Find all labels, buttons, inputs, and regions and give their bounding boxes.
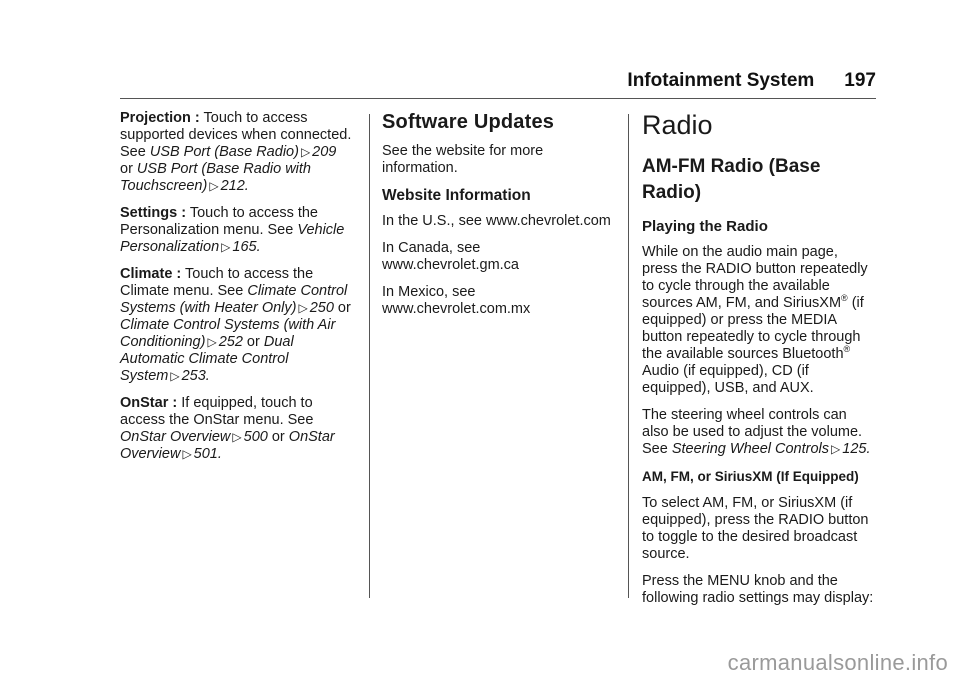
arrow-right-icon: ▷ xyxy=(209,179,219,193)
or-text: or xyxy=(242,334,264,350)
radio-heading: Radio xyxy=(642,110,713,140)
vehicle-personalization-page[interactable]: 165. xyxy=(232,239,261,255)
select-source-text: To select AM, FM, or SiriusXM (if equipped), press the RADIO button to toggle to the desired broadcast source. xyxy=(642,495,869,562)
playing-radio-heading: Playing the Radio xyxy=(642,218,768,235)
onstar-overview-link-2[interactable]: OnStar Overview xyxy=(120,429,335,462)
arrow-right-icon: ▷ xyxy=(207,335,217,349)
dual-climate-page[interactable]: 253. xyxy=(181,368,210,384)
climate-heater-link[interactable]: Climate Control Systems (with Heater Only) xyxy=(120,283,348,316)
onstar-overview-page[interactable]: 500 xyxy=(243,429,268,445)
arrow-right-icon: ▷ xyxy=(300,145,311,159)
arrow-right-icon: ▷ xyxy=(831,442,841,456)
settings-text: Touch to access the Personalization menu. See xyxy=(120,205,319,238)
menu-knob-text: Press the MENU knob and the following radio settings may display: xyxy=(642,573,874,606)
playing-radio-text-b: (if equipped) or press the MEDIA button repeatedly to cycle through the available sources Bluetooth xyxy=(642,295,864,362)
am-fm-sirius-label: AM, FM, or SiriusXM (If Equipped) xyxy=(642,469,859,484)
projection-text: Touch to access supported devices when connected. See xyxy=(120,110,352,160)
climate-text: Touch to access the Climate menu. See xyxy=(120,266,314,299)
page-number: 197 xyxy=(844,70,876,91)
am-fm-heading: AM-FM Radio (Base Radio) xyxy=(642,156,821,203)
playing-radio-text xyxy=(642,244,876,397)
vehicle-personalization-link[interactable]: Vehicle Personalization xyxy=(120,222,345,255)
onstar-label: OnStar : xyxy=(120,395,178,411)
column-3 xyxy=(642,110,876,617)
column-divider-2 xyxy=(628,114,629,598)
software-intro: See the website for more information. xyxy=(382,143,544,176)
playing-radio-text-a: While on the audio main page, press the RADIO button repeatedly to cycle through the available sources AM, FM, and SiriusXM xyxy=(642,244,868,311)
or-text: or xyxy=(333,300,351,316)
website-info-heading: Website Information xyxy=(382,187,531,204)
climate-heater-page[interactable]: 250 xyxy=(309,300,334,316)
usb-port-link[interactable]: USB Port (Base Radio) xyxy=(149,144,299,160)
projection-entry xyxy=(120,110,358,195)
onstar-overview-page-2[interactable]: 501. xyxy=(193,446,222,462)
steering-wheel-controls-link[interactable]: Steering Wheel Controls xyxy=(671,441,830,457)
onstar-overview-link[interactable]: OnStar Overview xyxy=(120,429,231,445)
settings-entry xyxy=(120,205,358,256)
section-title: Infotainment System xyxy=(627,70,815,91)
usb-port-page[interactable]: 209 xyxy=(312,144,337,160)
column-1 xyxy=(120,110,358,473)
column-divider-1 xyxy=(369,114,370,598)
header-rule xyxy=(120,98,876,99)
steering-text: The steering wheel controls can also be used to adjust the volume. See xyxy=(642,407,863,457)
onstar-text: If equipped, touch to access the OnStar menu. See xyxy=(120,395,314,428)
projection-label: Projection : xyxy=(120,110,200,126)
climate-label: Climate : xyxy=(120,266,182,282)
column-2 xyxy=(382,110,614,328)
software-updates-heading: Software Updates xyxy=(382,111,555,133)
arrow-right-icon: ▷ xyxy=(298,301,308,315)
mexico-website: In Mexico, see www.chevrolet.com.mx xyxy=(382,284,531,317)
arrow-right-icon: ▷ xyxy=(182,447,192,461)
registered-mark: ® xyxy=(841,293,848,304)
playing-radio-text-c: Audio (if equipped), CD (if equipped), USB, and AUX. xyxy=(642,363,814,396)
steering-controls-text xyxy=(642,407,876,458)
climate-ac-page[interactable]: 252 xyxy=(218,334,243,350)
registered-mark: ® xyxy=(843,344,851,355)
usb-port-touch-link[interactable]: USB Port (Base Radio with Touchscreen) xyxy=(120,161,311,194)
dual-climate-link[interactable]: Dual Automatic Climate Control System xyxy=(120,334,294,384)
or-text: or xyxy=(267,429,289,445)
arrow-right-icon: ▷ xyxy=(221,240,231,254)
climate-entry xyxy=(120,266,358,385)
settings-label: Settings : xyxy=(120,205,187,221)
or-text: or xyxy=(120,161,137,177)
arrow-right-icon: ▷ xyxy=(170,369,180,383)
us-website: In the U.S., see www.chevrolet.com xyxy=(382,213,611,229)
climate-ac-link[interactable]: Climate Control Systems (with Air Conditioning) xyxy=(120,317,336,350)
onstar-entry xyxy=(120,395,358,463)
page-header xyxy=(0,70,876,92)
canada-website: In Canada, see www.chevrolet.gm.ca xyxy=(382,240,519,273)
watermark: carmanualsonline.info xyxy=(727,650,948,675)
steering-wheel-controls-page[interactable]: 125. xyxy=(842,441,871,457)
arrow-right-icon: ▷ xyxy=(232,430,242,444)
usb-port-touch-page[interactable]: 212. xyxy=(220,178,249,194)
